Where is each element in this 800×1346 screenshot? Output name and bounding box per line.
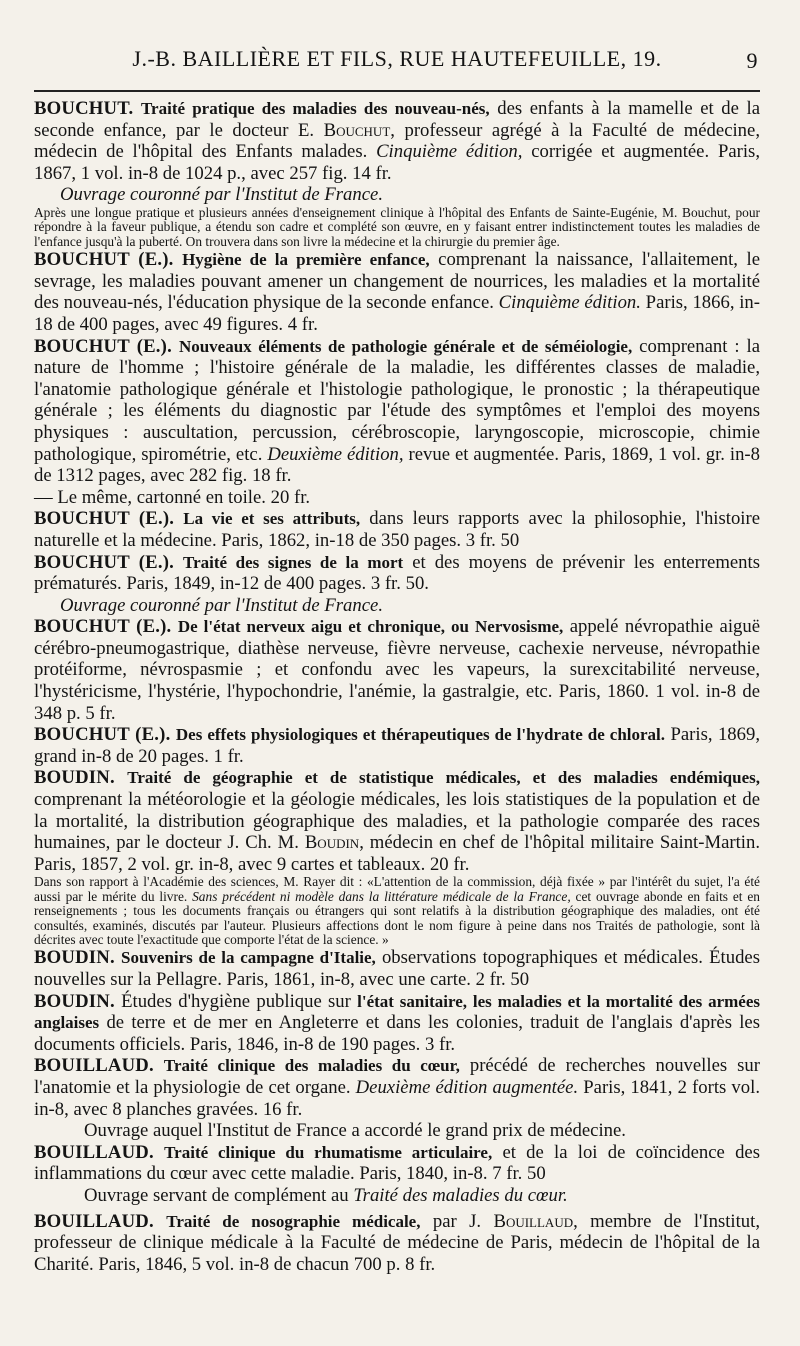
catalog-entry — [34, 1055, 760, 1141]
page-number: 9 — [746, 48, 758, 73]
extra-italic: Traité des maladies du cœur. — [353, 1184, 568, 1206]
entry-title: De l'état nerveux aigu et chronique, ou Nervosisme, — [177, 617, 564, 637]
entry-edition: Deuxième édition, — [267, 443, 404, 465]
entry-author: BOUCHUT. — [34, 98, 134, 119]
entry-extra — [34, 1185, 760, 1207]
entry-author: BOUDIN. — [34, 990, 115, 1012]
entry-text: comprenant la naissance, l'allaitement, le sevrage, les maladies pouvant amener un changement de nourrices, les maladies et la mortalité des nouveau-nés, l'éducation physique de la seconde enfance. — [34, 249, 760, 314]
entry-author: BOUCHUT (E.). — [34, 249, 174, 271]
header-rule — [34, 90, 760, 92]
entry-author: BOUCHUT (E.). — [34, 724, 171, 746]
catalog-entry — [34, 1211, 760, 1276]
note-text: cet ouvrage abonde en faits et en renseignements ; tous les documents français ou étrangers qui sont relatifs à la distribution géographique des maladies, ont été consultés, examinés, discutés par l'auteur. Plusieurs affections dont le nom figure à peine dans nos Traités de pathologie, sont là décrites avec toute l'exactitude que comporte l'état de la science. » — [34, 888, 760, 948]
entry-text: comprenant : la nature de l'homme ; l'histoire générale de la maladie, les différentes classes de maladie, l'anatomie pathologique générale et l'histologie pathologique, le pronostic ; la thérapeutique générale ; les éléments du diagnostic par l'étude des symptômes et l'emploi des moyens physiques : auscultation, percussion, cérébroscopie, laryngoscopie, microscopie, chimie pathologique, spirométrie, etc. — [34, 335, 761, 465]
entry-text: des enfants à la mamelle et de la seconde enfance, par le docteur E. — [34, 98, 761, 141]
entry-author: BOUILLAUD. — [34, 1141, 154, 1163]
entry-title: Traité de nosographie médicale, — [166, 1211, 421, 1231]
entry-text: Paris, 1866, in-18 de 400 pages, avec 49 figures. 4 fr. — [34, 292, 760, 335]
extra-text: Ouvrage servant de complément au — [84, 1184, 354, 1206]
entry-text: et des moyens de prévenir les enterrements prématurés. Paris, 1849, in-12 de 400 pages. 3 fr. 50. — [34, 551, 760, 595]
catalog-entry — [34, 616, 760, 724]
entry-text: membre de l'Institut, professeur de clinique médicale à la Faculté de médecine de Paris, médecin de l'hôpital de la Charité. Paris, 1846, 5 vol. in-8 de chacun 700 p. 8 fr. — [34, 1210, 761, 1275]
entry-note — [34, 875, 760, 947]
entry-edition: Cinquième édition, — [376, 141, 523, 163]
entry-author: BOUILLAUD. — [34, 1055, 154, 1077]
entry-author: BOUDIN. — [34, 947, 115, 969]
catalog-entry — [34, 336, 760, 509]
catalog-entry — [34, 991, 760, 1056]
publisher-header: J.-B. BAILLIÈRE ET FILS, RUE HAUTEFEUILLE, 19. — [132, 46, 662, 71]
entry-title: Traité de géographie et de statistique médicales, et des maladies endémiques, — [127, 768, 760, 788]
entry-text: de terre et de mer en Angleterre et dans les colonies, traduit de l'anglais d'après les documents officiels. Paris, 1846, in-8 de 190 pages. 3 fr. — [34, 1012, 760, 1055]
entry-author: BOUDIN. — [34, 767, 115, 789]
entry-extra: Ouvrage auquel l'Institut de France a accordé le grand prix de médecine. — [84, 1120, 626, 1142]
entry-text: médecin en chef de l'hôpital militaire Saint-Martin. Paris, 1857, 2 vol. gr. in-8, avec 9 cartes et tableaux. 20 fr. — [34, 832, 760, 875]
entry-name: Bouchut, — [323, 119, 395, 141]
entry-title: Traité des signes de la mort — [183, 552, 404, 572]
entry-text: Études d'hygiène publique sur — [114, 990, 358, 1012]
entry-author: BOUCHUT (E.). — [34, 508, 175, 530]
entry-author: BOUCHUT (E.). — [34, 551, 175, 573]
entry-text: Paris, 1841, 2 forts vol. in-8, avec 8 planches gravées. 16 fr. — [34, 1077, 760, 1120]
entry-extra: — Le même, cartonné en toile. 20 fr. — [34, 486, 311, 508]
entry-edition: Deuxième édition augmentée. — [355, 1077, 579, 1098]
entry-text: professeur agrégé à la Faculté de médecine, médecin de l'hôpital des Enfants malades. — [34, 119, 760, 163]
entry-text: dans leurs rapports avec la philosophie, l'histoire naturelle et la médecine. Paris, 1862, in-18 de 350 pages. 3 fr. 50 — [34, 508, 760, 551]
entry-title: Hygiène de la première enfance, — [182, 250, 430, 270]
entry-name: Bouillaud, — [493, 1210, 578, 1232]
entry-text: par J. — [420, 1210, 494, 1232]
catalog-entry — [34, 249, 760, 335]
entry-edition: Cinquième édition. — [498, 292, 641, 314]
entry-text: corrigée et augmentée. Paris, 1867, 1 vol. in-8 de 1024 p., avec 257 fig. 14 fr. — [34, 141, 760, 184]
catalog-entry — [34, 508, 760, 551]
note-text: Dans son rapport à l'Académie des sciences, M. Rayer dit : «L'attention de la commission, déjà fixée » par l'intérêt du sujet, l'a été aussi par le mérite du livre. — [34, 874, 760, 904]
entry-author: BOUCHUT (E.). — [34, 616, 172, 638]
entry-title: Traité pratique des maladies des nouveau-nés, — [140, 99, 490, 118]
entry-title: Traité clinique des maladies du cœur, — [163, 1056, 460, 1076]
running-head — [34, 46, 760, 90]
entry-text: précédé de recherches nouvelles sur l'anatomie et la physiologie de cet organe. — [34, 1055, 760, 1098]
catalog-entry — [34, 947, 760, 990]
entry-text: comprenant la météorologie et la géologie médicales, les lois statistiques de la population et de la mortalité, la distribution géographique des maladies, et la pathologie comparée des races humaines, par le docteur J. Ch. M. — [34, 789, 760, 854]
entry-title: Souvenirs de la campagne d'Italie, — [121, 948, 376, 968]
catalog-entry — [34, 552, 760, 617]
catalog-entry — [34, 767, 760, 947]
entry-author: BOUILLAUD. — [34, 1210, 154, 1232]
entry-text: et de la loi de coïncidence des inflammations du cœur avec cette maladie. Paris, 1840, in-8. 7 fr. 50 — [34, 1141, 760, 1185]
entry-title: l'état sanitaire, les maladies et la mortalité des armées anglaises — [34, 991, 760, 1033]
catalog-entry — [34, 98, 760, 249]
entry-text: observations topographiques et médicales. Études nouvelles sur la Pellagre. Paris, 1861, in-8, avec une carte. 2 fr. 50 — [34, 947, 760, 991]
note-italic: Sans précédent ni modèle dans la littérature médicale de la France, — [192, 888, 571, 904]
entry-title: Traité clinique du rhumatisme articulaire, — [164, 1142, 493, 1162]
entry-text: appelé névropathie aiguë cérébro-pneumogastrique, diathèse nerveuse, fièvre nerveuse, cachexie nerveuse, névropathie protéiforme, névrospasmie ; et confondu avec les vapeurs, la surexcitabilité nerveuse, l'hystéricisme, l'hystérie, l'hypochondrie, l'anémie, la gastralgie, etc. Paris, 1860. 1 vol. in-8 de 348 p. 5 fr. — [34, 616, 760, 724]
catalog-entry — [34, 724, 760, 767]
entry-title: Nouveaux éléments de pathologie générale et de séméiologie, — [178, 336, 633, 356]
entry-title: Des effets physiologiques et thérapeutiques de l'hydrate de chloral. — [175, 725, 666, 745]
entry-text: revue et augmentée. Paris, 1869, 1 vol. gr. in-8 de 1312 pages, avec 282 fig. 18 fr. — [34, 443, 760, 487]
entry-title: La vie et ses attributs, — [183, 509, 361, 529]
entry-name: Boudin, — [304, 832, 364, 854]
entry-note: Après une longue pratique et plusieurs années d'enseignement clinique à l'hôpital des Enfants de Sainte-Eugénie, M. Bouchut, pour répondre à la faveur publique, a étendu son cadre et complété son œuvre, en y faisant entrer indistinctement toutes les maladies de l'enfance jusqu'à la puberté. On trouvera dans son livre la médecine et la chirurgie du premier âge. — [34, 204, 760, 249]
entry-text: Paris, 1869, grand in-8 de 20 pages. 1 fr. — [34, 724, 760, 767]
catalog-entry — [34, 1142, 760, 1207]
entry-award: Ouvrage couronné par l'Institut de France. — [60, 184, 384, 206]
entry-award: Ouvrage couronné par l'Institut de France. — [60, 594, 384, 616]
entry-author: BOUCHUT (E.). — [34, 335, 172, 357]
